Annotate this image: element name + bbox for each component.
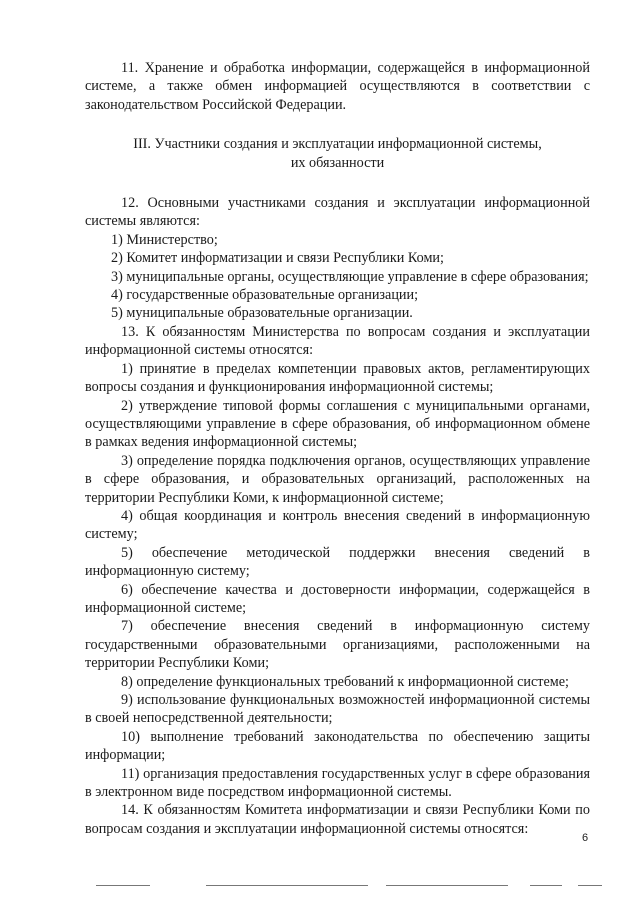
section-heading-line-2: их обязанности bbox=[290, 154, 385, 171]
scan-artifact-line bbox=[530, 885, 562, 886]
document-body bbox=[85, 59, 590, 838]
p12-item-3: 3) муниципальные органы, осуществляющие управление в сфере образования; bbox=[111, 268, 589, 285]
p12-item-2: 2) Комитет информатизации и связи Республики Коми; bbox=[111, 250, 444, 267]
section-heading bbox=[85, 135, 590, 172]
p13-item-2: 2) утверждение типовой формы соглашения с муниципальными органами, осуществляющими управление в сфере образования, об информационном обмене в рамках ведения информационной системы; bbox=[85, 397, 590, 451]
p13-item-9: 9) использование функциональных возможностей информационной системы в своей непосредственной деятельности; bbox=[85, 692, 590, 727]
scan-artifact-line bbox=[386, 885, 508, 886]
paragraph-13: 13. К обязанностям Министерства по вопросам создания и эксплуатации информационной системы относятся: bbox=[85, 323, 590, 359]
p13-item-3: 3) определение порядка подключения органов, осуществляющих управление в сфере образования, и образовательных организаций, расположенных на территории Республики Коми, к информационной системе; bbox=[85, 452, 590, 506]
paragraph-11: 11. Хранение и обработка информации, содержащейся в информационной системе, а также обмен информацией осуществляются в соответствии с законодательством Российской Федерации. bbox=[85, 60, 590, 113]
scan-artifact-line bbox=[206, 885, 368, 886]
p13-item-10: 10) выполнение требований законодательства по обеспечению защиты информации; bbox=[85, 728, 590, 764]
p12-item-5: 5) муниципальные образовательные организации. bbox=[111, 305, 413, 322]
p12-item-1: 1) Министерство; bbox=[111, 231, 218, 248]
p13-item-11: 11) организация предоставления государственных услуг в сфере образования в электронном виде посредством информационной системы. bbox=[85, 765, 590, 801]
page-number: 6 bbox=[582, 832, 589, 844]
paragraph-14: 14. К обязанностям Комитета информатизации и связи Республики Коми по вопросам создания и эксплуатации информационной системы относятся: bbox=[85, 802, 590, 837]
scan-artifact-line bbox=[96, 885, 150, 886]
p12-item-4: 4) государственные образовательные организации; bbox=[111, 287, 419, 304]
paragraph-12: 12. Основными участниками создания и эксплуатации информационной системы являются: bbox=[85, 195, 590, 230]
p13-item-6: 6) обеспечение качества и достоверности информации, содержащейся в информационной системе; bbox=[85, 581, 590, 616]
p13-item-7: 7) обеспечение внесения сведений в информационную систему государственными образовательными организациями, расположенными на территории Республики Коми; bbox=[85, 618, 590, 672]
p13-item-5: 5) обеспечение методической поддержки внесения сведений в информационную систему; bbox=[85, 544, 590, 580]
section-heading-line-1: III. Участники создания и эксплуатации информационной системы, bbox=[133, 136, 542, 153]
scan-artifact-line bbox=[578, 885, 602, 886]
p13-item-4: 4) общая координация и контроль внесения сведений в информационную систему; bbox=[85, 507, 590, 543]
p13-item-8: 8) определение функциональных требований к информационной системе; bbox=[121, 673, 569, 690]
p13-item-1: 1) принятие в пределах компетенции правовых актов, регламентирующих вопросы создания и функционирования информационной системы; bbox=[85, 360, 590, 396]
